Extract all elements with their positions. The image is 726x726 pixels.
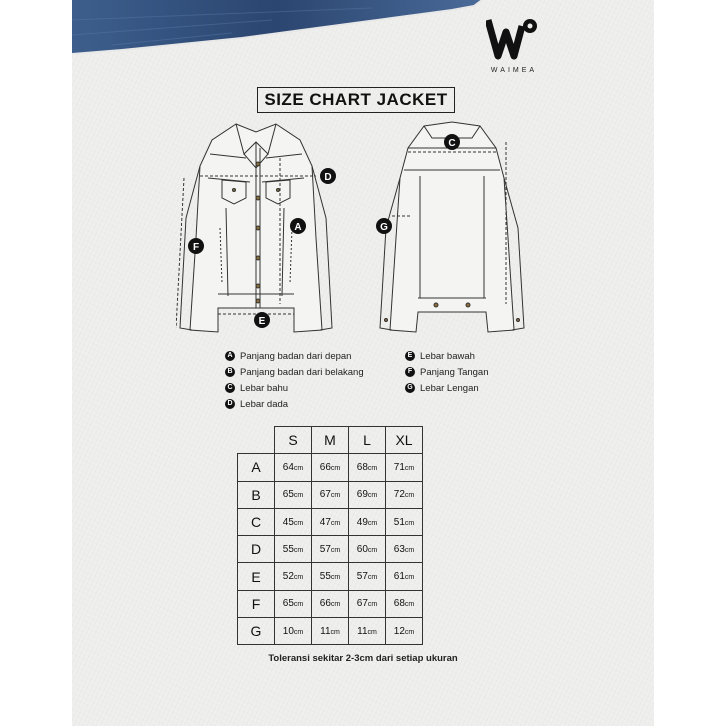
cell-unit: cm — [404, 601, 415, 609]
legend-item — [225, 364, 364, 380]
cell-value: 60 — [356, 543, 368, 555]
table-row — [238, 536, 423, 563]
cell-unit: cm — [404, 492, 415, 500]
marker-a: A — [294, 222, 302, 233]
table-body — [238, 454, 423, 645]
table-cell — [275, 618, 312, 645]
cell-unit: cm — [404, 574, 415, 582]
cell-unit: cm — [293, 519, 304, 527]
cell-value: 57 — [356, 571, 368, 583]
cell-value: 69 — [356, 489, 368, 501]
cell-value: 49 — [356, 516, 368, 528]
table-cell — [349, 508, 386, 535]
legend-badge: E — [405, 351, 415, 361]
legend-badge: B — [225, 367, 235, 377]
cell-unit: cm — [330, 574, 341, 582]
marker-g: G — [380, 222, 388, 233]
marker-e: E — [258, 316, 266, 327]
brand-name: WAIMEA — [490, 67, 538, 74]
legend-label: Lebar dada — [240, 398, 289, 410]
cell-unit: cm — [293, 628, 304, 636]
table-cell — [386, 590, 423, 617]
row-label: F — [238, 590, 275, 617]
cell-unit: cm — [330, 628, 340, 636]
cell-value: 63 — [393, 543, 405, 555]
cell-unit: cm — [367, 574, 378, 582]
row-label: D — [238, 536, 275, 563]
cell-unit: cm — [293, 601, 304, 609]
cell-value: 65 — [282, 598, 294, 610]
cell-unit: cm — [293, 574, 304, 582]
table-cell — [349, 563, 386, 590]
cell-unit: cm — [330, 601, 341, 609]
cell-value: 55 — [319, 571, 331, 583]
table-cell — [275, 536, 312, 563]
table-cell — [349, 454, 386, 481]
cell-value: 12 — [393, 625, 405, 637]
brand-logo — [484, 16, 544, 74]
table-cell — [312, 590, 349, 617]
marker-c: C — [448, 138, 456, 149]
cell-value: 51 — [393, 516, 405, 528]
legend-item — [405, 364, 489, 380]
cell-unit: cm — [330, 546, 341, 554]
cell-value: 11 — [357, 625, 368, 637]
table-cell — [386, 481, 423, 508]
cell-unit: cm — [404, 546, 415, 554]
column-header: L — [349, 427, 386, 454]
cell-value: 11 — [320, 625, 331, 637]
column-header: XL — [386, 427, 423, 454]
row-label: E — [238, 563, 275, 590]
cell-value: 47 — [319, 516, 331, 528]
cell-unit: cm — [367, 546, 378, 554]
cell-unit: cm — [330, 519, 341, 527]
row-label: B — [238, 481, 275, 508]
cell-unit: cm — [367, 492, 378, 500]
legend-item — [225, 348, 364, 364]
cell-value: 55 — [282, 543, 294, 555]
table-row — [238, 454, 423, 481]
row-label: C — [238, 508, 275, 535]
legend-left — [225, 348, 364, 412]
cell-value: 52 — [282, 571, 294, 583]
row-label: A — [238, 454, 275, 481]
legend-badge: A — [225, 351, 235, 361]
legend-badge: G — [405, 383, 415, 393]
table-row — [238, 508, 423, 535]
waimea-logo-mark — [486, 16, 542, 60]
marker-d: D — [324, 172, 332, 183]
cell-unit: cm — [330, 492, 341, 500]
legend-badge: C — [225, 383, 235, 393]
cell-value: 66 — [319, 598, 331, 610]
table-cell — [349, 481, 386, 508]
cell-value: 71 — [393, 461, 405, 473]
table-row — [238, 618, 423, 645]
column-header: S — [275, 427, 312, 454]
cell-value: 65 — [282, 489, 294, 501]
table-row — [238, 481, 423, 508]
cell-unit: cm — [367, 628, 377, 636]
legend-badge: F — [405, 367, 415, 377]
size-chart-sheet — [72, 0, 654, 726]
legend-item — [225, 380, 364, 396]
row-label: G — [238, 618, 275, 645]
legend-label: Lebar bahu — [240, 382, 289, 394]
table-cell — [386, 508, 423, 535]
table-cell — [275, 563, 312, 590]
table-cell — [312, 508, 349, 535]
table-cell — [349, 618, 386, 645]
marker-f: F — [192, 242, 200, 253]
jacket-back-diagram — [362, 118, 542, 348]
table-cell — [349, 590, 386, 617]
cell-value: 67 — [319, 489, 331, 501]
table-cell — [312, 563, 349, 590]
cell-unit: cm — [330, 464, 341, 472]
cell-value: 72 — [393, 489, 405, 501]
cell-value: 57 — [319, 543, 331, 555]
cell-unit: cm — [293, 492, 304, 500]
table-row — [238, 563, 423, 590]
cell-value: 68 — [393, 598, 405, 610]
table-cell — [312, 481, 349, 508]
legend-label: Lebar Lengan — [420, 382, 479, 394]
table-cell — [312, 454, 349, 481]
cell-value: 66 — [319, 461, 331, 473]
table-corner — [238, 427, 275, 454]
size-table — [237, 426, 423, 645]
cell-unit: cm — [293, 546, 304, 554]
legend-label: Lebar bawah — [420, 350, 475, 362]
cell-unit: cm — [367, 519, 378, 527]
cell-unit: cm — [404, 519, 415, 527]
table-cell — [312, 618, 349, 645]
cell-unit: cm — [293, 464, 304, 472]
cell-unit: cm — [404, 464, 415, 472]
legend-badge: D — [225, 399, 235, 409]
legend-label: Panjang Tangan — [420, 366, 489, 378]
table-cell — [386, 618, 423, 645]
table-header-row — [238, 427, 423, 454]
cell-value: 10 — [282, 625, 294, 637]
table-cell — [312, 536, 349, 563]
table-cell — [386, 563, 423, 590]
cell-unit: cm — [367, 464, 378, 472]
cell-value: 45 — [282, 516, 294, 528]
table-row — [238, 590, 423, 617]
cell-unit: cm — [404, 628, 415, 636]
denim-fabric-strip — [72, 0, 654, 70]
cell-value: 61 — [393, 571, 405, 583]
table-cell — [386, 536, 423, 563]
legend-item — [405, 380, 489, 396]
table-cell — [386, 454, 423, 481]
legend-label: Panjang badan dari belakang — [240, 366, 364, 378]
cell-value: 64 — [282, 461, 294, 473]
legend-item — [225, 396, 364, 412]
table-cell — [275, 454, 312, 481]
legend-right — [405, 348, 489, 396]
table-cell — [275, 481, 312, 508]
column-header: M — [312, 427, 349, 454]
cell-unit: cm — [367, 601, 378, 609]
cell-value: 67 — [356, 598, 368, 610]
cell-value: 68 — [356, 461, 368, 473]
tolerance-note: Toleransi sekitar 2-3cm dari setiap ukuran — [268, 653, 458, 664]
legend-label: Panjang badan dari depan — [240, 350, 352, 362]
table-cell — [275, 590, 312, 617]
page-title: SIZE CHART JACKET — [257, 87, 455, 113]
jacket-front-diagram — [176, 118, 356, 348]
table-cell — [349, 536, 386, 563]
table-cell — [275, 508, 312, 535]
legend-item — [405, 348, 489, 364]
